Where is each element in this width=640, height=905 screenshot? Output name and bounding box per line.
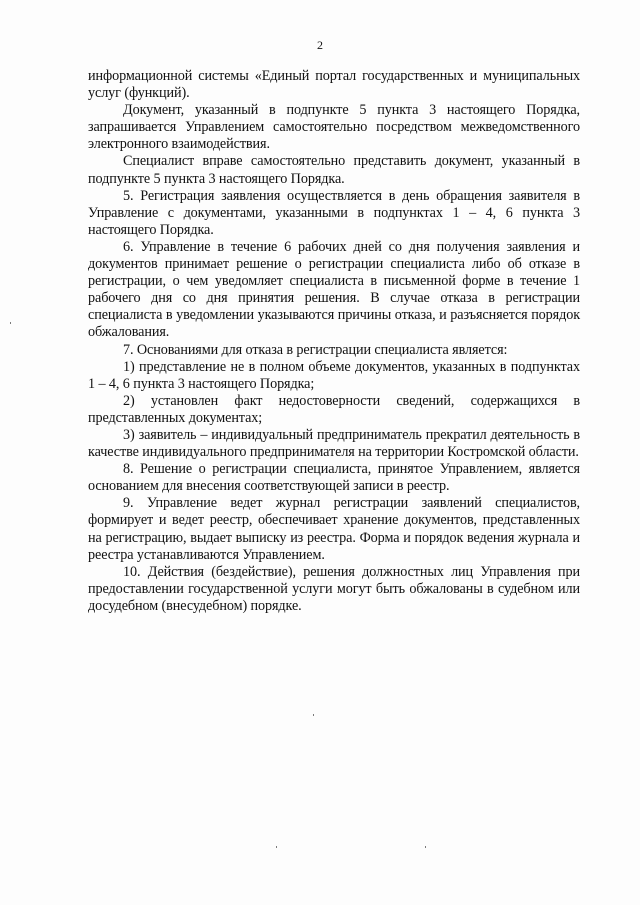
paragraph-item-7: 7. Основаниями для отказа в регистрации специалиста является: [123,341,508,358]
document-body [88,68,580,615]
paragraph-item-7-1: 1) представление не в полном объеме документов, указанных в подпунктах 1 – 4, 6 пункта 3 настоящего Порядка; [88,358,580,392]
paragraph-item-8: 8. Решение о регистрации специалиста, принятое Управлением, является основанием для внесения соответствующей записи в реестр. [88,461,580,495]
paragraph-item-5: 5. Регистрация заявления осуществляется в день обращения заявителя в Управление с документами, указанными в подпунктах 1 – 4, 6 пункта 3 настоящего Порядка. [88,187,580,238]
paragraph-continuation: информационной системы «Единый портал государственных и муниципальных услуг (функций). [88,68,580,102]
paragraph-item-10: 10. Действия (бездействие), решения должностных лиц Управления при предоставлении государственной услуги могут быть обжалованы в судебном или досудебном (внесудебном) порядке. [88,563,580,614]
page-number: 2 [317,38,323,52]
scan-speck [313,714,314,716]
paragraph-specialist-right: Специалист вправе самостоятельно представить документ, указанный в подпункте 5 пункта 3 настоящего Порядка. [88,153,580,187]
paragraph-item-6: 6. Управление в течение 6 рабочих дней со дня получения заявления и документов принимает решение о регистрации специалиста либо об отказе в регистрации, о чем уведомляет специалиста в письменной форме в течение 1 рабочего дня со дня принятия решения. В случае отказа в регистрации специалиста в уведомлении указываются причины отказа, и разъясняется порядок обжалования. [88,238,580,341]
paragraph-document-request: Документ, указанный в подпункте 5 пункта 3 настоящего Порядка, запрашивается Управлением самостоятельно посредством межведомственного электронного взаимодействия. [88,102,580,153]
paragraph-item-7-2: 2) установлен факт недостоверности сведений, содержащихся в представленных документах; [88,392,580,426]
paragraph-item-9: 9. Управление ведет журнал регистрации заявлений специалистов, формирует и ведет реестр, обеспечивает хранение документов, представленных на регистрацию, выдает выписку из реестра. Форма и порядок ведения журнала и реестра устанавливаются Управлением. [88,495,580,563]
scan-speck [425,846,426,848]
scan-speck [10,322,11,324]
paragraph-item-7-3: 3) заявитель – индивидуальный предприниматель прекратил деятельность в качестве индивидуального предпринимателя на территории Костромской области. [88,426,580,461]
scan-speck [276,846,277,848]
